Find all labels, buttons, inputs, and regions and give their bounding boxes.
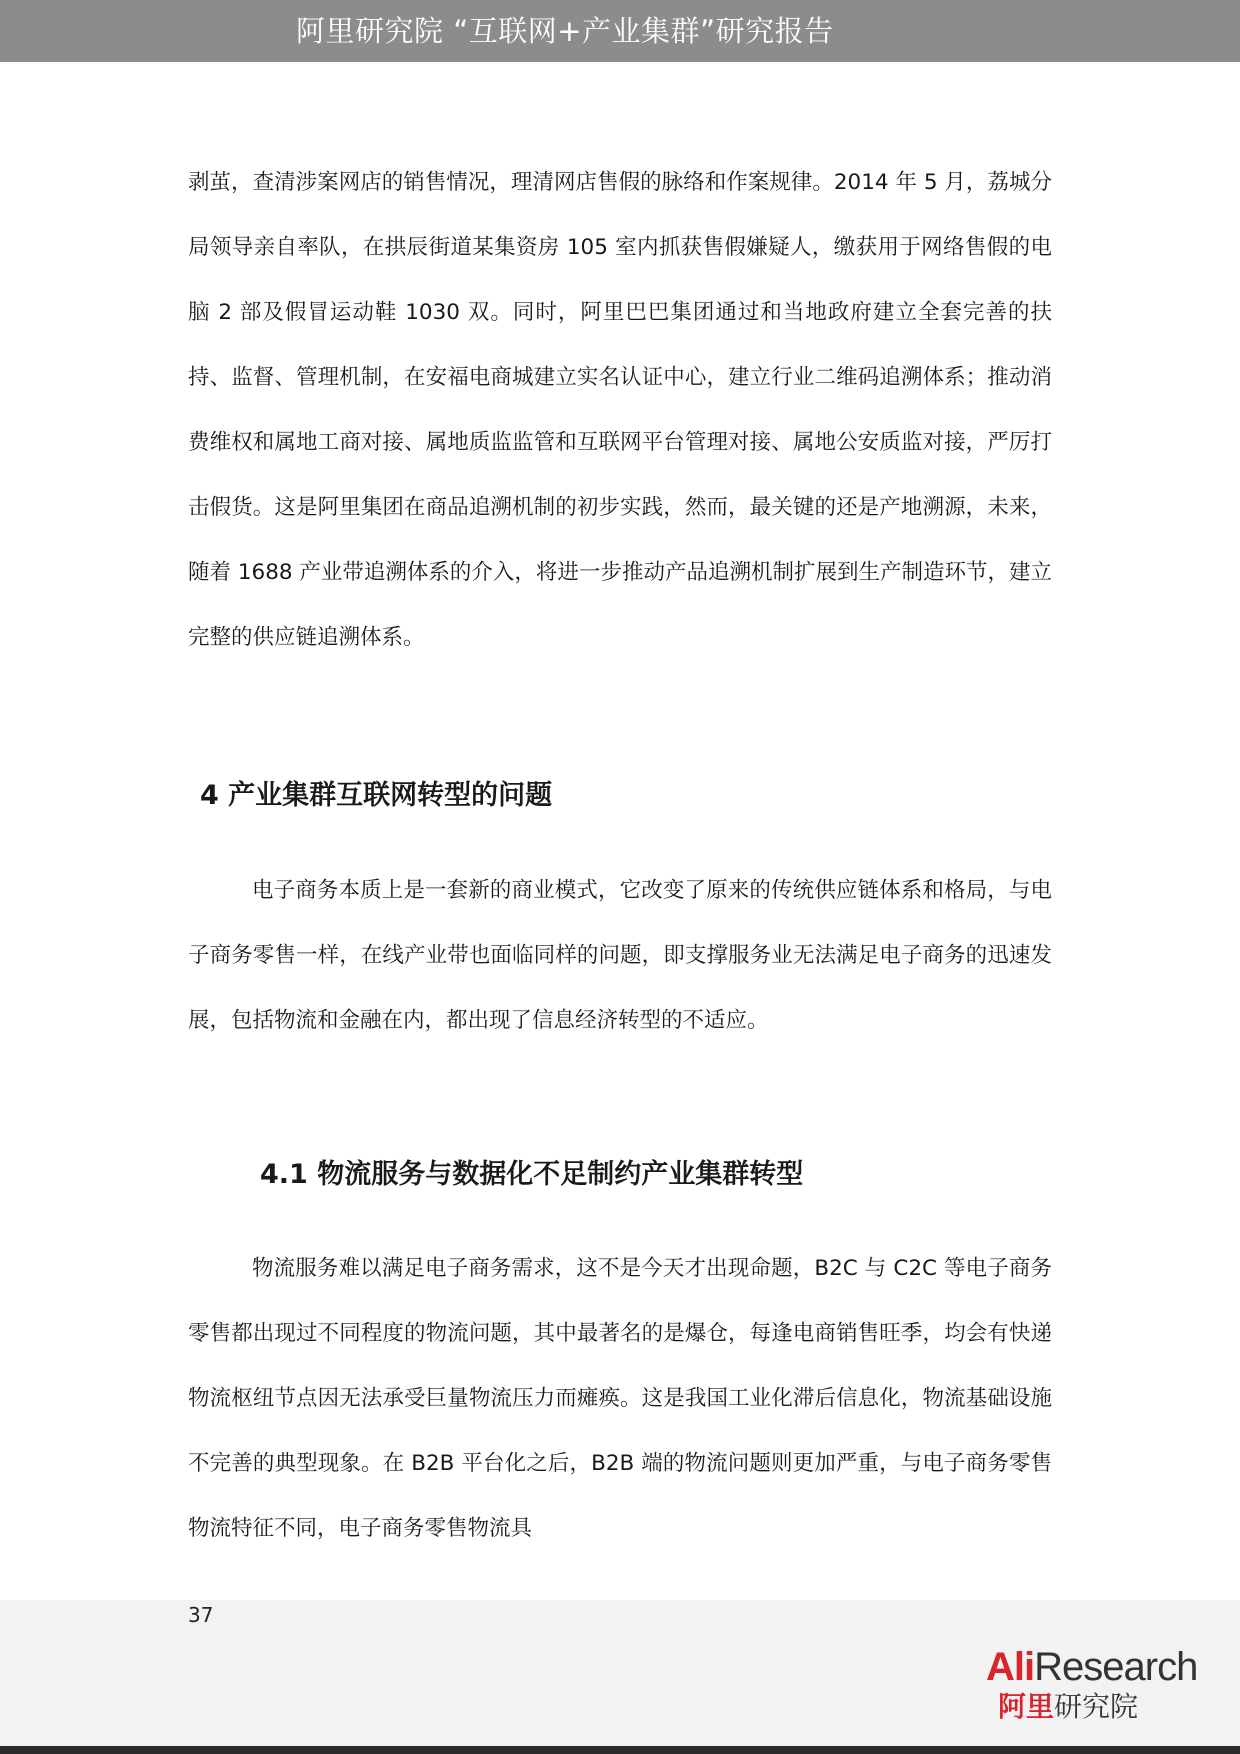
footer-bar <box>0 1746 1240 1754</box>
logo-chinese <box>998 1690 1138 1724</box>
page-number: 37 <box>188 1603 214 1627</box>
report-title: 阿里研究院 “互联网+产业集群”研究报告 <box>296 14 834 48</box>
logo-ali-cn-text: 阿里 <box>998 1690 1055 1723</box>
section-heading: 4 产业集群互联网转型的问题 <box>200 780 553 811</box>
body-paragraph-3: 物流服务难以满足电子商务需求，这不是今天才出现命题，B2C 与 C2C 等电子商务零售都出现过不同程度的物流问题，其中最著名的是爆仓，每逢电商销售旺季，均会有快递物流枢纽节点因无法承受巨量物流压力而瘫痪。这是我国工业化滞后信息化，物流基础设施不完善的典型现象。在 B2B 平台化之后，B2B 端的物流问题则更加严重，与电子商务零售物流特征不同，电子商务零售物流具 <box>188 1256 1052 1541</box>
logo-ali-text: Ali <box>986 1645 1035 1689</box>
body-paragraph-1: 剥茧，查清涉案网店的销售情况，理清网店售假的脉络和作案规律。2014 年 5 月，荔城分局领导亲自率队，在拱辰街道某集资房 105 室内抓获售假嫌疑人，缴获用于网络售假的电脑 2 部及假冒运动鞋 1030 双。同时，阿里巴巴集团通过和当地政府建立全套完善的扶持、监督、管理机制，在安福电商城建立实名认证中心，建立行业二维码追溯体系；推动消费维权和属地工商对接、属地质监监管和互联网平台管理对接、属地公安质监对接，严厉打击假货。这是阿里集团在商品追溯机制的初步实践，然而，最关键的还是产地溯源，未来，随着 1688 产业带追溯体系的介入，将进一步推动产品追溯机制扩展到生产制造环节，建立完整的供应链追溯体系。 <box>188 170 1052 650</box>
page-header <box>0 0 1240 62</box>
logo-research-text: Research <box>1034 1645 1198 1689</box>
aliresearch-logo <box>986 1644 1216 1740</box>
body-paragraph-2: 电子商务本质上是一套新的商业模式，它改变了原来的传统供应链体系和格局，与电子商务零售一样，在线产业带也面临同样的问题，即支撑服务业无法满足电子商务的迅速发展，包括物流和金融在内，都出现了信息经济转型的不适应。 <box>188 878 1052 1033</box>
logo-institute-cn-text: 研究院 <box>1054 1690 1139 1723</box>
logo-english <box>986 1644 1197 1690</box>
subsection-heading: 4.1 物流服务与数据化不足制约产业集群转型 <box>260 1159 804 1190</box>
